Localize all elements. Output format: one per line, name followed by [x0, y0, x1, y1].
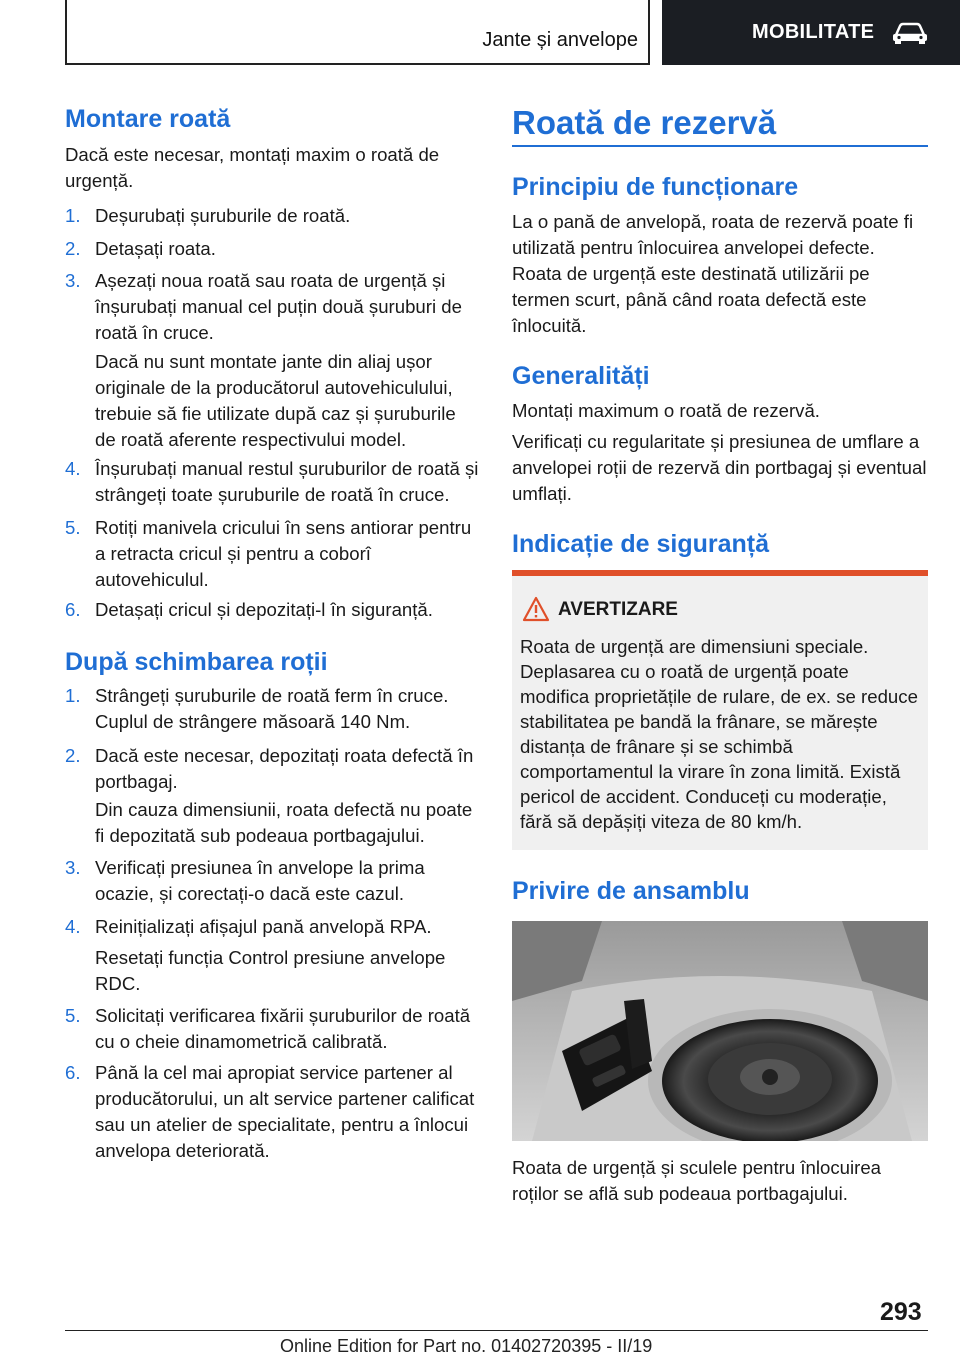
trunk-spare-wheel-photo [512, 921, 928, 1141]
paragraph-montare: Dacă este necesar, montați maxim o roată de urgență. [65, 144, 440, 191]
heading-roata-rezerva: Roată de rezervă [512, 104, 777, 141]
footer-edition: Online Edition for Part no. 01402720395 - II/19 [280, 1336, 653, 1356]
heading-principiu: Principiu de funcționare [512, 173, 799, 201]
list-item-text: Detașați cricul și depozitați-l în siguranță. [95, 599, 433, 620]
list-item [65, 1060, 480, 1164]
heading-underline [512, 145, 928, 147]
list-item-text: Dacă este necesar, depozitați roata defectă în portbagaj. [95, 745, 474, 792]
warning-box [512, 570, 928, 850]
list-item [65, 945, 480, 997]
list-item-number: 2. [65, 745, 81, 766]
list-item-number: 3. [65, 857, 81, 878]
page-number: 293 [880, 1298, 922, 1326]
list-item-text: Verificați presiunea în anvelope la prima ocazie, și corectați-o dacă este cazul. [95, 857, 425, 904]
list-item [65, 203, 480, 229]
list-item [65, 797, 480, 849]
heading-generalitati: Generalități [512, 362, 650, 390]
list-item [65, 456, 480, 508]
list-item [65, 515, 480, 593]
list-item [65, 597, 480, 623]
warning-triangle-icon [522, 596, 550, 622]
list-item [65, 268, 480, 346]
list-item-number: 5. [65, 1005, 81, 1026]
list-item-text: Dacă nu sunt montate jante din aliaj ușor originale de la producătorul autovehiculului, trebuie să fie utilizate după caz și șuruburile de roată aferente respectivului model. [95, 351, 456, 450]
warning-title: AVERTIZARE [558, 599, 678, 620]
paragraph-principiu: La o pană de anvelopă, roata de rezervă poate fi utilizată pentru înlocuirea anvelopei defecte. Roata de urgență este destinată utilizării pe termen scurt, până când roata defectă este înlocuită. [512, 211, 914, 336]
list-item-text: Resetați funcția Control presiune anvelope RDC. [95, 947, 446, 994]
footer-rule [65, 1330, 928, 1331]
list-item-text: Din cauza dimensiunii, roata defectă nu poate fi depozitată sub podeaua portbagajului. [95, 799, 473, 846]
list-item-number: 4. [65, 458, 81, 479]
car-icon [890, 21, 930, 45]
chapter-title: MOBILITATE [752, 21, 875, 43]
list-item-text: Solicitați verificarea fixării șuruburilor de roată cu o cheie dinamometrică calibrată. [95, 1005, 471, 1052]
paragraph-generalitati-2: Verificați cu regularitate și presiunea de umflare a anvelopei roții de rezervă din portbagaj și eventual umflați. [512, 431, 927, 504]
list-item [65, 349, 480, 453]
list-item [65, 743, 480, 795]
header-section-box [65, 0, 650, 65]
list-item-text: Rotiți manivela cricului în sens antiorar pentru a retracta cricul și pentru a coborî autovehiculul. [95, 517, 472, 590]
list-item [65, 236, 480, 262]
list-item [65, 683, 480, 735]
list-item [65, 1003, 480, 1055]
list-item-text: Deșurubați șuruburile de roată. [95, 205, 351, 226]
list-item-number: 4. [65, 916, 81, 937]
list-item-number: 2. [65, 238, 81, 259]
chapter-tab [662, 0, 960, 65]
list-item-text: Până la cel mai apropiat service partener al producătorului, un alt service partener calificat sau un atelier de specialitate, pentru a înlocui anvelopa deteriorată. [95, 1062, 475, 1161]
section-title: Jante și anvelope [482, 29, 638, 51]
heading-indicatie-siguranta: Indicație de siguranță [512, 530, 770, 558]
list-item-number: 3. [65, 270, 81, 291]
warning-text: Roata de urgență are dimensiuni speciale. Deplasarea cu o roată de urgență poate modifica proprietățile de rulare, de ex. se reduce stabilitatea pe bandă la frânare, se mărește distanța de frânare și se schimbă comportamentul la virare în zona limită. Există pericol de accident. Conduceți cu moderație, fără să depășiți viteza de 80 km/h. [520, 636, 918, 832]
heading-montare-roata: Montare roată [65, 105, 231, 133]
list-item-text: Strângeți șuruburile de roată ferm în cruce. Cuplul de strângere măsoară 140 Nm. [95, 685, 449, 732]
list-item-number: 5. [65, 517, 81, 538]
list-item-text: Așezați noua roată sau roata de urgență și înșurubați manual cel puțin două șuruburi de roată în cruce. [95, 270, 462, 343]
list-item-number: 1. [65, 205, 81, 226]
paragraph-generalitati-1: Montați maximum o roată de rezervă. [512, 400, 820, 421]
heading-privire-ansamblu: Privire de ansamblu [512, 877, 750, 905]
list-item-number: 6. [65, 599, 81, 620]
list-item [65, 855, 480, 907]
list-item-number: 6. [65, 1062, 81, 1083]
list-item-text: Detașați roata. [95, 238, 216, 259]
list-item [65, 914, 480, 940]
heading-dupa-schimbare: După schimbarea roții [65, 648, 328, 676]
photo-caption: Roata de urgență și sculele pentru înlocuirea roților se află sub podeaua portbagajului. [512, 1157, 882, 1204]
list-item-text: Înșurubați manual restul șuruburilor de roată și strângeți toate șuruburile de roată în cruce. [95, 458, 479, 505]
list-item-number: 1. [65, 685, 81, 706]
list-item-text: Reinițializați afișajul pană anvelopă RPA. [95, 916, 432, 937]
